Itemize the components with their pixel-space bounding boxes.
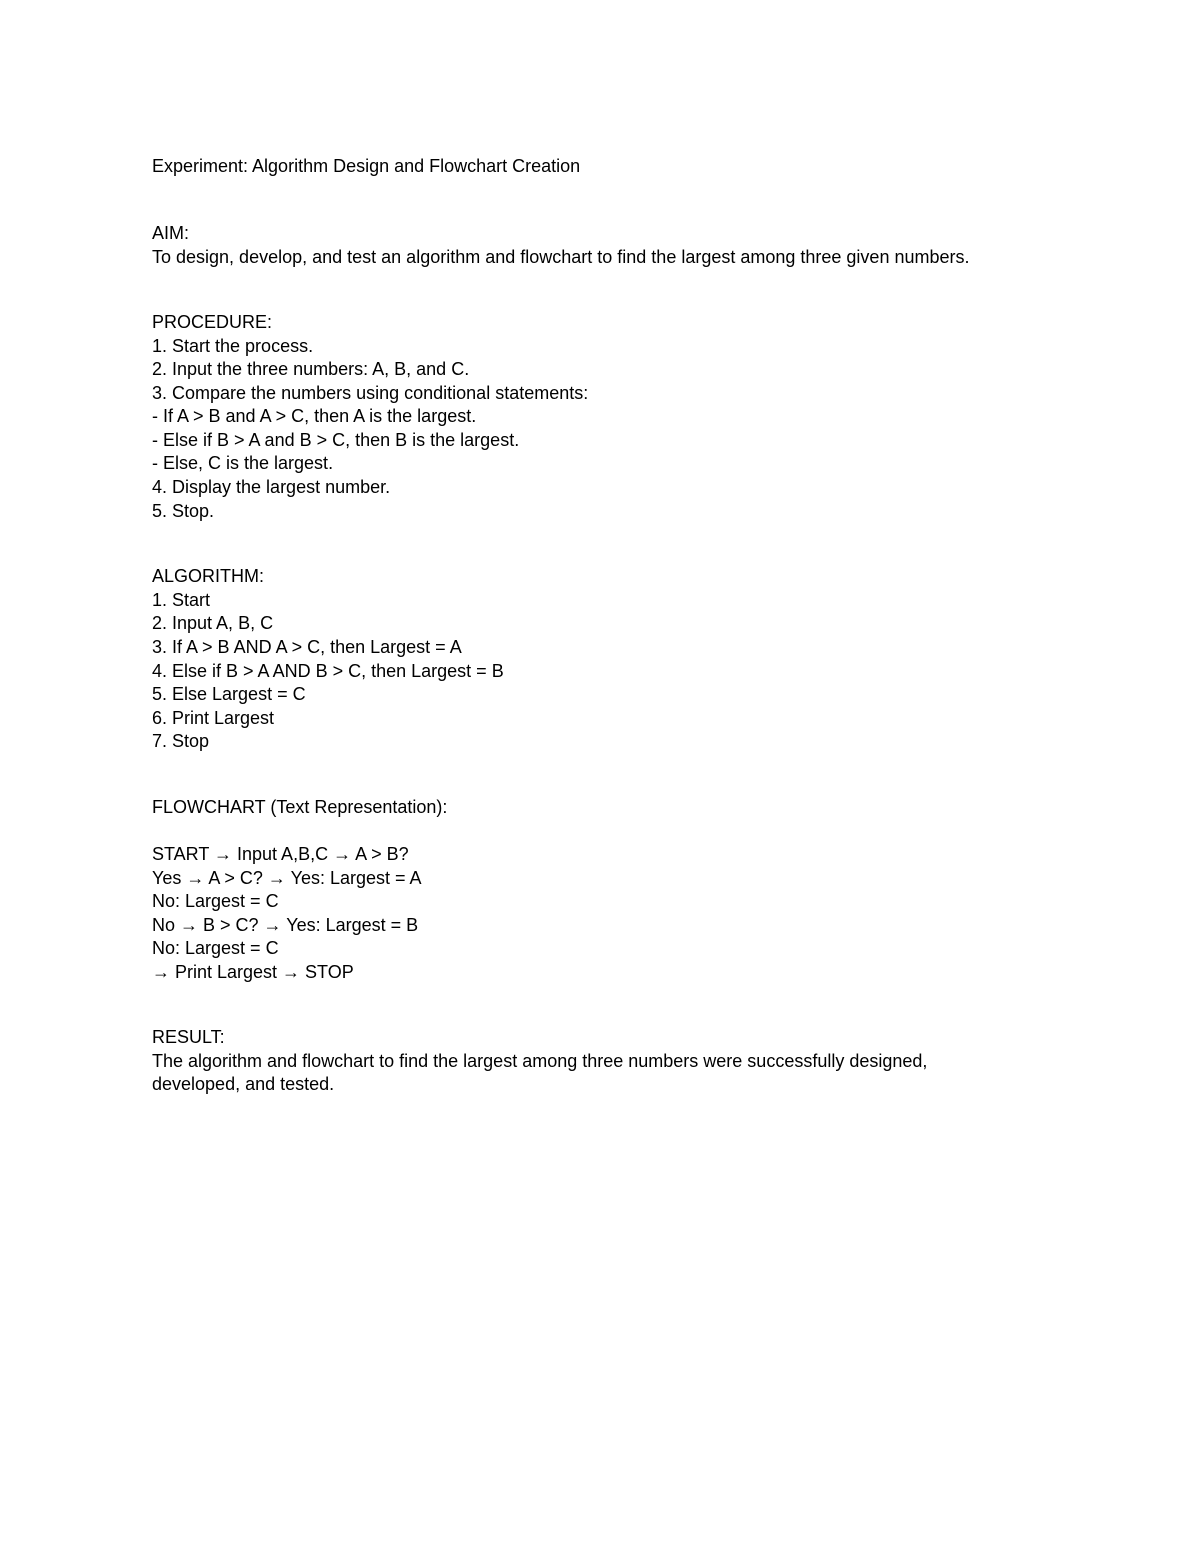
flowchart-line: Yes → A > C? → Yes: Largest = A — [152, 868, 422, 888]
algorithm-heading: ALGORITHM: — [152, 566, 265, 586]
procedure-step: 1. Start the process. — [152, 336, 314, 356]
result-text-line: developed, and tested. — [152, 1074, 335, 1094]
flowchart-line: No → B > C? → Yes: Largest = B — [152, 915, 419, 935]
algorithm-step: 6. Print Largest — [152, 708, 275, 728]
procedure-step: - Else if B > A and B > C, then B is the largest. — [152, 430, 520, 450]
flowchart-line: → Print Largest → STOP — [152, 962, 354, 982]
algorithm-step: 2. Input A, B, C — [152, 613, 274, 633]
algorithm-step: 1. Start — [152, 590, 211, 610]
result-text-line: The algorithm and flowchart to find the largest among three numbers were successfully designed, — [152, 1051, 928, 1071]
procedure-step: - Else, C is the largest. — [152, 453, 334, 473]
aim-heading: AIM: — [152, 223, 190, 243]
procedure-heading: PROCEDURE: — [152, 312, 273, 332]
flowchart-line: No: Largest = C — [152, 891, 279, 911]
flowchart-heading: FLOWCHART (Text Representation): — [152, 797, 448, 817]
procedure-step: 3. Compare the numbers using conditional statements: — [152, 383, 589, 403]
procedure-step: 5. Stop. — [152, 501, 215, 521]
procedure-step: 4. Display the largest number. — [152, 477, 391, 497]
algorithm-step: 5. Else Largest = C — [152, 684, 306, 704]
procedure-step: - If A > B and A > C, then A is the largest. — [152, 406, 477, 426]
result-heading: RESULT: — [152, 1027, 225, 1047]
algorithm-step: 7. Stop — [152, 731, 210, 751]
flowchart-line: START → Input A,B,C → A > B? — [152, 844, 409, 864]
document-title: Experiment: Algorithm Design and Flowchart Creation — [152, 156, 581, 176]
flowchart-line: No: Largest = C — [152, 938, 279, 958]
aim-text: To design, develop, and test an algorithm and flowchart to find the largest among three given numbers. — [152, 247, 970, 267]
procedure-step: 2. Input the three numbers: A, B, and C. — [152, 359, 470, 379]
algorithm-step: 3. If A > B AND A > C, then Largest = A — [152, 637, 462, 657]
algorithm-step: 4. Else if B > A AND B > C, then Largest = B — [152, 661, 504, 681]
